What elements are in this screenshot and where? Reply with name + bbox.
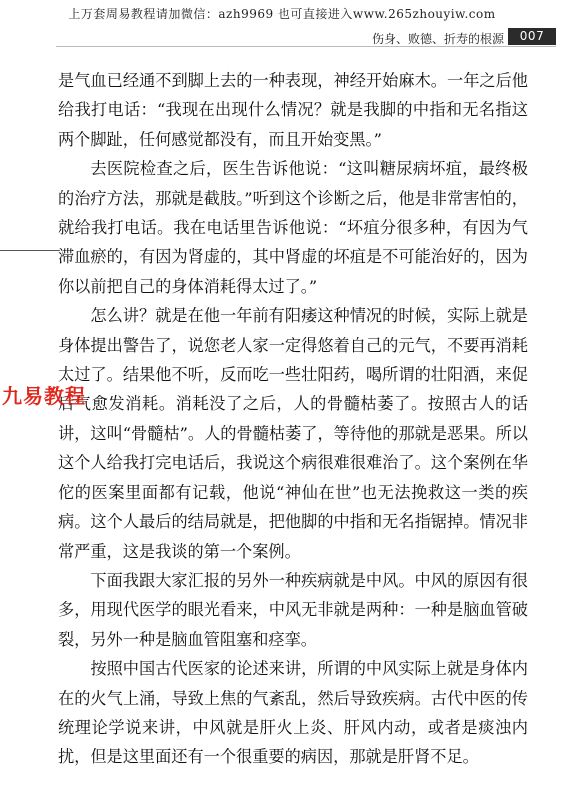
paragraph: 按照中国古代医家的论述来讲，所谓的中风实际上就是身体内在的火气上涌，导致上焦的气紊乱，然后导致疾病。古代中医的传统理论学说来讲，中风就是肝火上炎、肝风内动，或者是痰浊内扰，但是这里面还有一个很重要的病因，那就是肝肾不足。: [58, 659, 528, 767]
margin-pen-stroke: [0, 250, 60, 251]
paragraph: 怎么讲？就是在他一年前有阳痿这种情况的时候，实际上就是身体提出警告了，说您老人家一定得悠着自己的元气，不要再消耗太过了。结果他不听，反而吃一些壮阳药，喝所谓的壮阳酒，来促后气愈发消耗。消耗没了之后，人的骨髓枯萎了。按照古人的话讲，这叫“骨髓枯”。人的骨髓枯萎了，等待他的那就是恶果。所以这个人给我打完电话后，我说这个病很难很难治了。这个案例在华佗的医案里面都有记载，他说“神仙在世”也无法挽救这一类的疾病。这个人最后的结局就是，把他脚的中指和无名指锯掉。情况非常严重，这是我谈的第一个案例。: [58, 306, 528, 561]
paragraph: 是气血已经通不到脚上去的一种表现，神经开始麻木。一年之后他给我打电话：“我现在出现什么情况？就是我脚的中指和无名指这两个脚趾，任何感觉都没有，而且开始变黑。”: [58, 71, 528, 149]
body-text: [58, 66, 528, 772]
paragraph: 去医院检查之后，医生告诉他说：“这叫糖尿病坏疽，最终极的治疗方法，那就是截肢。”听到这个诊断之后，他是非常害怕的，就给我打电话。我在电话里告诉他说：“坏疽分很多种，有因为气滞血瘀的，有因为肾虚的，其中肾虚的坏疽是不可能治好的，因为你以前把自己的身体消耗得太过了。”: [58, 159, 528, 296]
watermark-logo: 九易教程: [2, 384, 86, 408]
top-banner: 上万套周易教程请加微信：azh9969 也可直接进入www.265zhouyiw.com: [68, 7, 496, 21]
page-number-badge: 007: [508, 28, 556, 45]
page-header: [0, 22, 564, 46]
header-divider: [56, 46, 556, 47]
paragraph: 下面我跟大家汇报的另外一种疾病就是中风。中风的原因有很多，用现代医学的眼光看来，中风无非就是两种：一种是脑血管破裂，另外一种是脑血管阻塞和痉挛。: [58, 570, 528, 649]
running-title: 伤身、败德、折寿的根源: [371, 32, 504, 46]
